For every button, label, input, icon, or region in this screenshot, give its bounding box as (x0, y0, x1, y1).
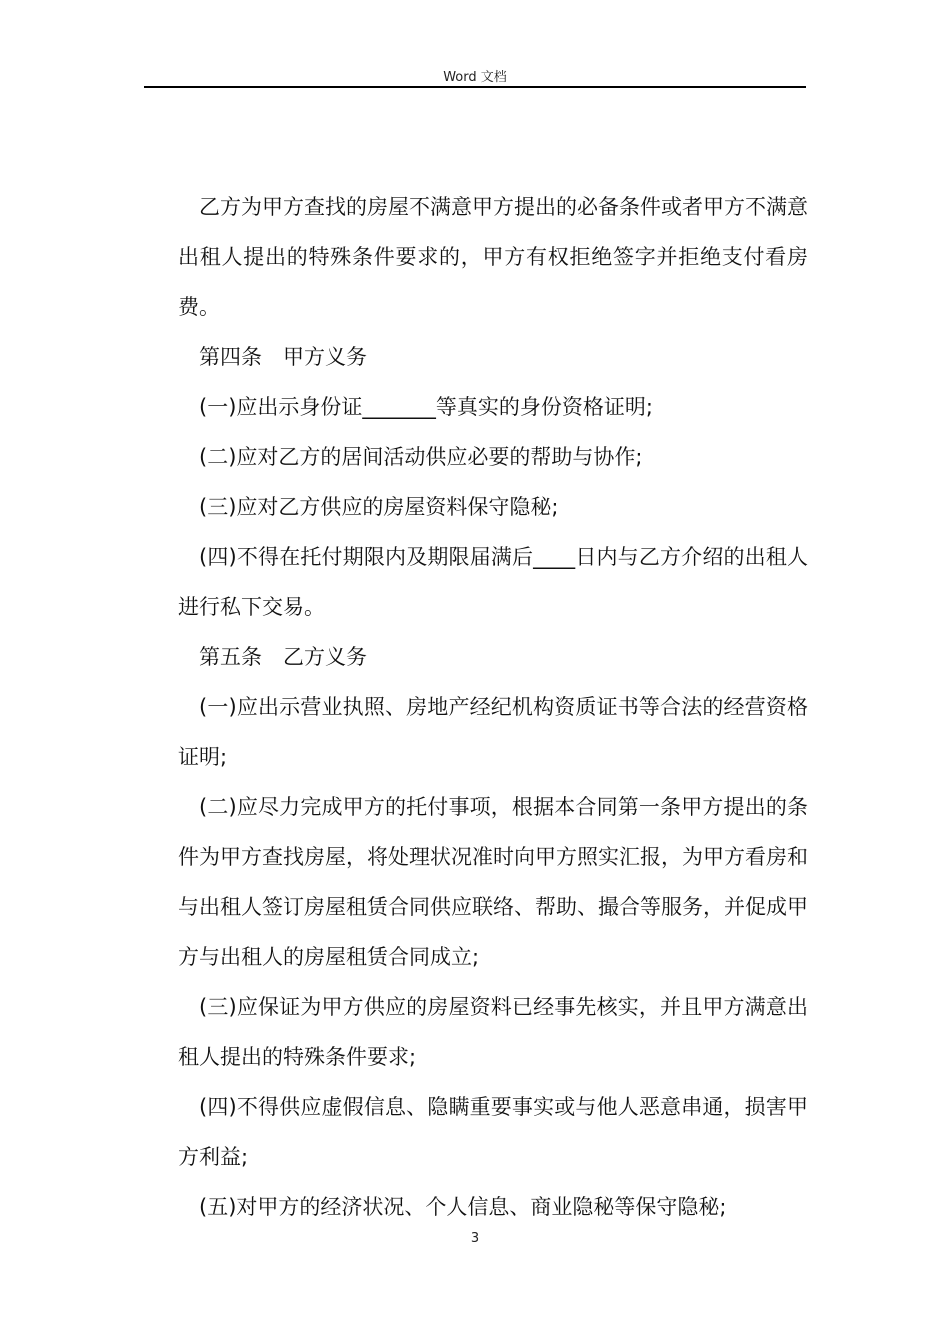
paragraph: 乙方为甲方查找的房屋不满意甲方提出的必备条件或者甲方不满意出租人提出的特殊条件要求的，甲方有权拒绝签字并拒绝支付看房费。 (178, 195, 808, 319)
article-heading: 第五条 乙方义务 (199, 645, 367, 669)
paragraph: (五)对甲方的经济状况、个人信息、商业隐秘等保守隐秘; (199, 1195, 727, 1219)
paragraph: (一)应出示身份证_______等真实的身份资格证明; (199, 395, 653, 419)
paragraph: (三)应对乙方供应的房屋资料保守隐秘; (199, 495, 559, 519)
header-divider (144, 86, 806, 88)
page-number: 3 (470, 1231, 480, 1246)
paragraph: (一)应出示营业执照、房地产经纪机构资质证书等合法的经营资格证明; (178, 695, 808, 769)
article-heading: 第四条 甲方义务 (199, 345, 367, 369)
paragraph: (四)不得供应虚假信息、隐瞒重要事实或与他人恶意串通，损害甲方利益; (178, 1095, 808, 1169)
page-header (144, 66, 806, 85)
paragraph: (四)不得在托付期限内及期限届满后____日内与乙方介绍的出租人进行私下交易。 (178, 545, 808, 619)
paragraph: (三)应保证为甲方供应的房屋资料已经事先核实，并且甲方满意出租人提出的特殊条件要求; (178, 995, 808, 1069)
header-title: Word 文档 (443, 70, 507, 85)
document-body (178, 182, 808, 1232)
paragraph: (二)应尽力完成甲方的托付事项，根据本合同第一条甲方提出的条件为甲方查找房屋，将处理状况准时向甲方照实汇报，为甲方看房和与出租人签订房屋租赁合同供应联络、帮助、撮合等服务，并促成甲方与出租人的房屋租赁合同成立; (178, 795, 808, 969)
page-footer (0, 1231, 950, 1246)
paragraph: (二)应对乙方的居间活动供应必要的帮助与协作; (199, 445, 643, 469)
